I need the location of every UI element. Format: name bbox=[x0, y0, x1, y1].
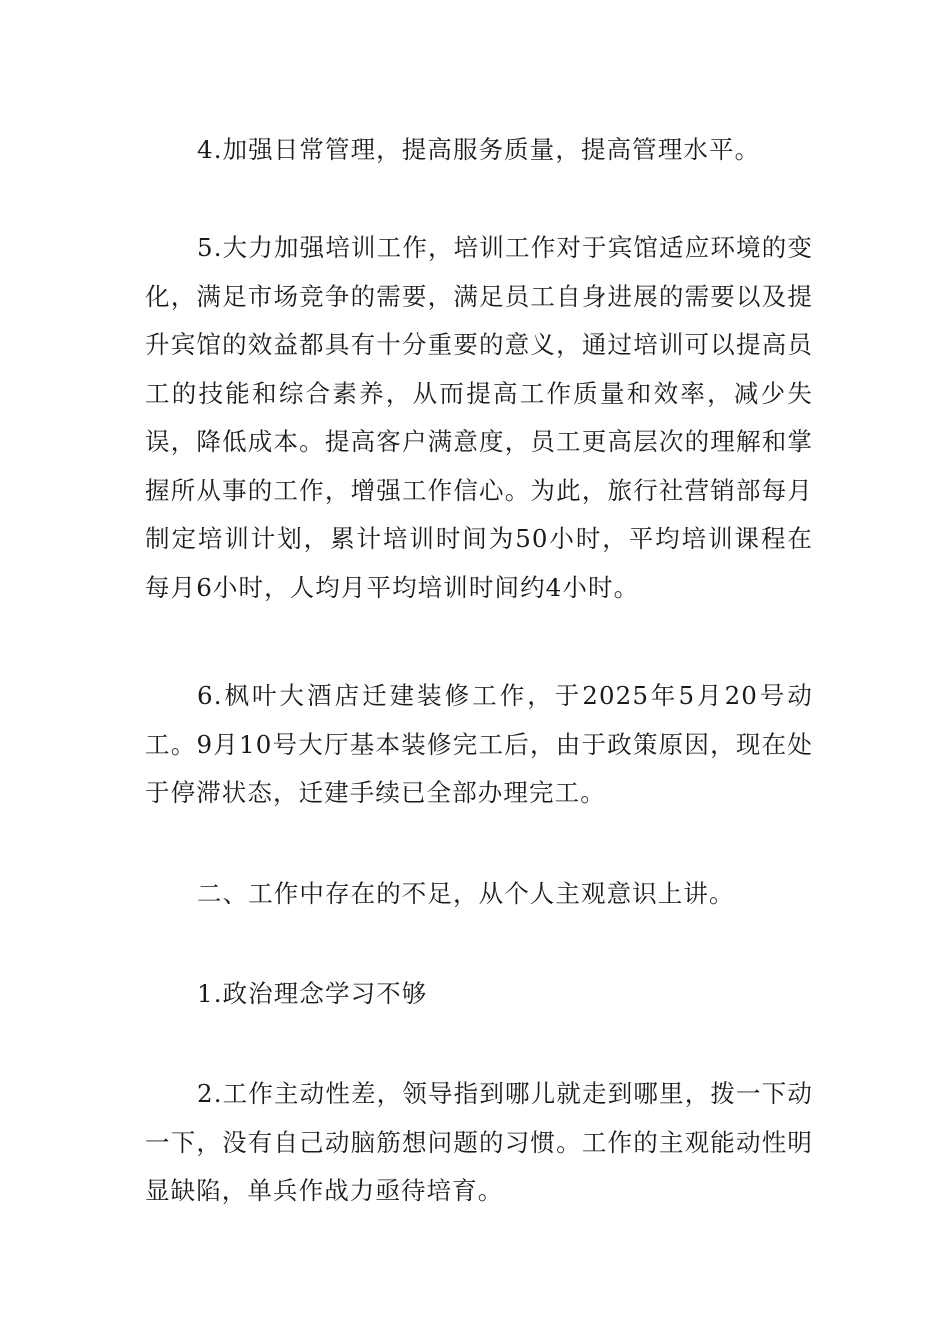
paragraph-item-5-training: 5.大力加强培训工作，培训工作对于宾馆适应环境的变化，满足市场竞争的需要，满足员工自身进展的需要以及提升宾馆的效益都具有十分重要的意义，通过培训可以提高员工的技能和综合素养，从而提高工作质量和效率，减少失误，降低成本。提高客户满意度，员工更高层次的理解和掌握所从事的工作，增强工作信心。为此，旅行社营销部每月制定培训计划，累计培训时间为50小时，平均培训课程在每月6小时，人均月平均培训时间约4小时。 bbox=[145, 233, 813, 602]
paragraph-shortcoming-2: 2.工作主动性差，领导指到哪儿就走到哪里，拨一下动一下，没有自己动脑筋想问题的习惯。工作的主观能动性明显缺陷，单兵作战力亟待培育。 bbox=[145, 1079, 813, 1205]
paragraph-item-4-daily-management: 4.加强日常管理，提高服务质量，提高管理水平。 bbox=[197, 135, 761, 164]
paragraph-shortcoming-1: 1.政治理念学习不够 bbox=[197, 979, 428, 1008]
paragraph-item-6-hotel-renovation: 6.枫叶大酒店迁建装修工作，于2025年5月20号动工。9月10号大厅基本装修完工后，由于政策原因，现在处于停滞状态，迁建手续已全部办理完工。 bbox=[145, 681, 813, 807]
section-heading-shortcomings: 二、工作中存在的不足，从个人主观意识上讲。 bbox=[197, 879, 735, 908]
